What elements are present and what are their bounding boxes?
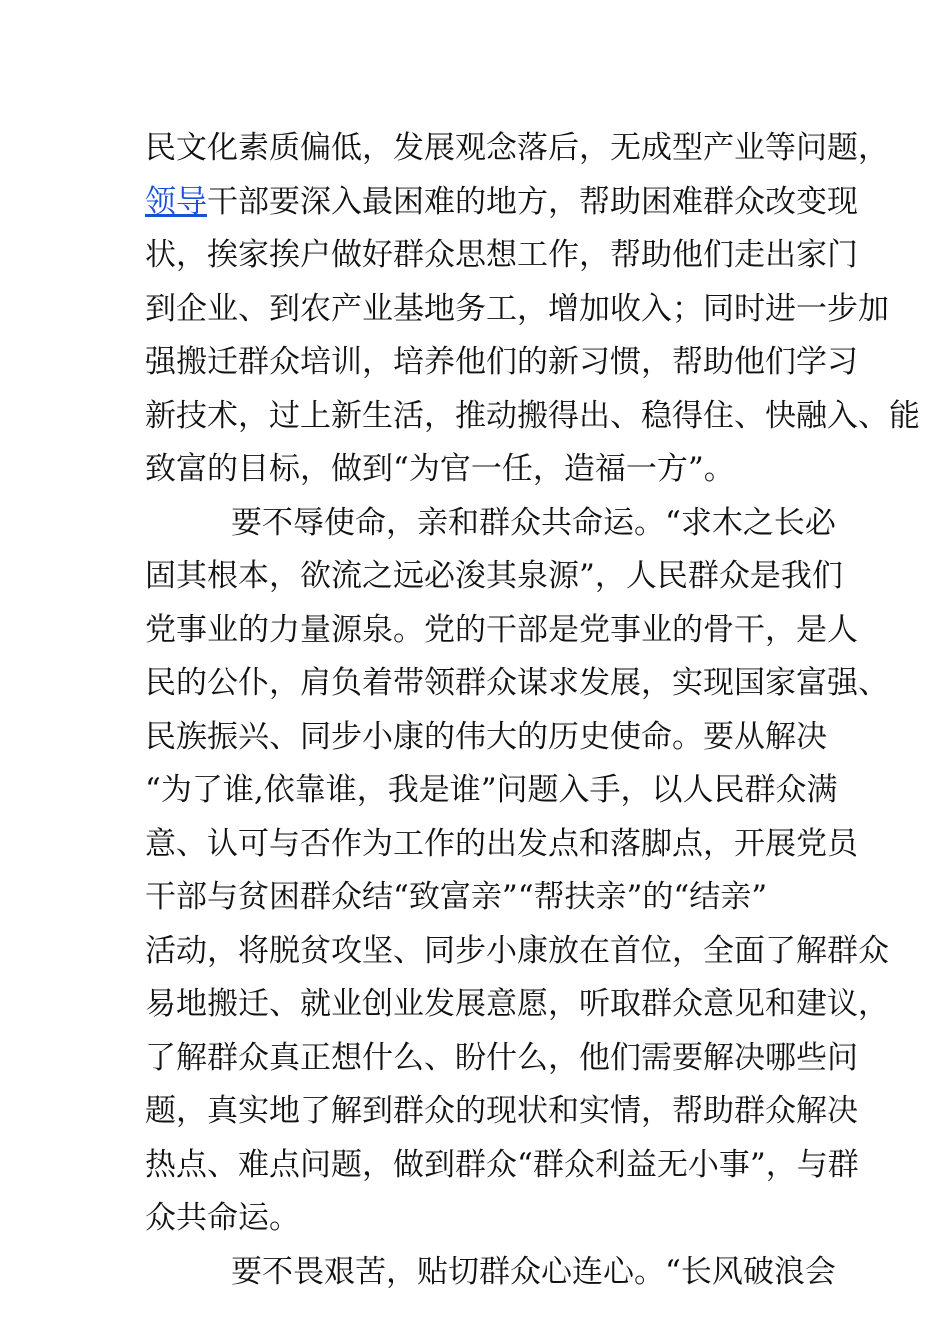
text-line-rest: 干部要深入最困难的地方，帮助困难群众改变现: [207, 183, 858, 220]
text-line: 到企业、到农产业基地务工，增加收入；同时进一步加: [145, 290, 889, 327]
text-line: 易地搬迁、就业创业发展意愿，听取群众意见和建议，: [145, 986, 889, 1022]
text-line: 众共命运。: [145, 1200, 300, 1236]
text-line: 强搬迁群众培训，培养他们的新习惯，帮助他们学习: [145, 344, 858, 380]
text-line: 致富的目标，做到“为官一任，造福一方”。: [145, 451, 735, 487]
text-line: 要不畏艰苦，贴切群众心连心。“长风破浪会: [231, 1253, 836, 1290]
text-line: 要不辱使命，亲和群众共命运。“求木之长必: [231, 504, 836, 541]
text-line: “为了谁,依靠谁，我是谁”问题入手，以人民群众满: [145, 772, 838, 808]
text-line: 意、认可与否作为工作的出发点和落脚点，开展党员: [145, 825, 858, 862]
text-line: 题，真实地了解到群众的现状和实情，帮助群众解决: [145, 1093, 858, 1129]
text-line: 民族振兴、同步小康的伟大的历史使命。要从解决: [145, 718, 827, 755]
text-line: 固其根本，欲流之远必浚其泉源”，人民群众是我们: [145, 558, 843, 594]
text-line: 新技术，过上新生活，推动搬得出、稳得住、快融入、能: [145, 397, 920, 434]
paragraph-1: [145, 122, 920, 497]
text-line: [145, 176, 858, 230]
leader-link[interactable]: 领导: [145, 183, 207, 220]
paragraph-2: [145, 497, 889, 1246]
text-line: 热点、难点问题，做到群众“群众利益无小事”，与群: [145, 1146, 859, 1183]
text-line: 了解群众真正想什么、盼什么，他们需要解决哪些问: [145, 1039, 858, 1076]
text-line: 活动，将脱贫攻坚、同步小康放在首位，全面了解群众: [145, 932, 889, 969]
document-body: [145, 122, 920, 1299]
text-line: 民文化素质偏低，发展观念落后，无成型产业等问题，: [145, 130, 889, 166]
text-line: 干部与贫困群众结“致富亲”“帮扶亲”的“结亲”: [145, 879, 768, 915]
text-line: 状，挨家挨户做好群众思想工作，帮助他们走出家门: [145, 237, 858, 273]
paragraph-3: [145, 1246, 836, 1300]
text-line: 民的公仆，肩负着带领群众谋求发展，实现国家富强、: [145, 665, 889, 701]
text-line: 党事业的力量源泉。党的干部是党事业的骨干，是人: [145, 611, 858, 648]
